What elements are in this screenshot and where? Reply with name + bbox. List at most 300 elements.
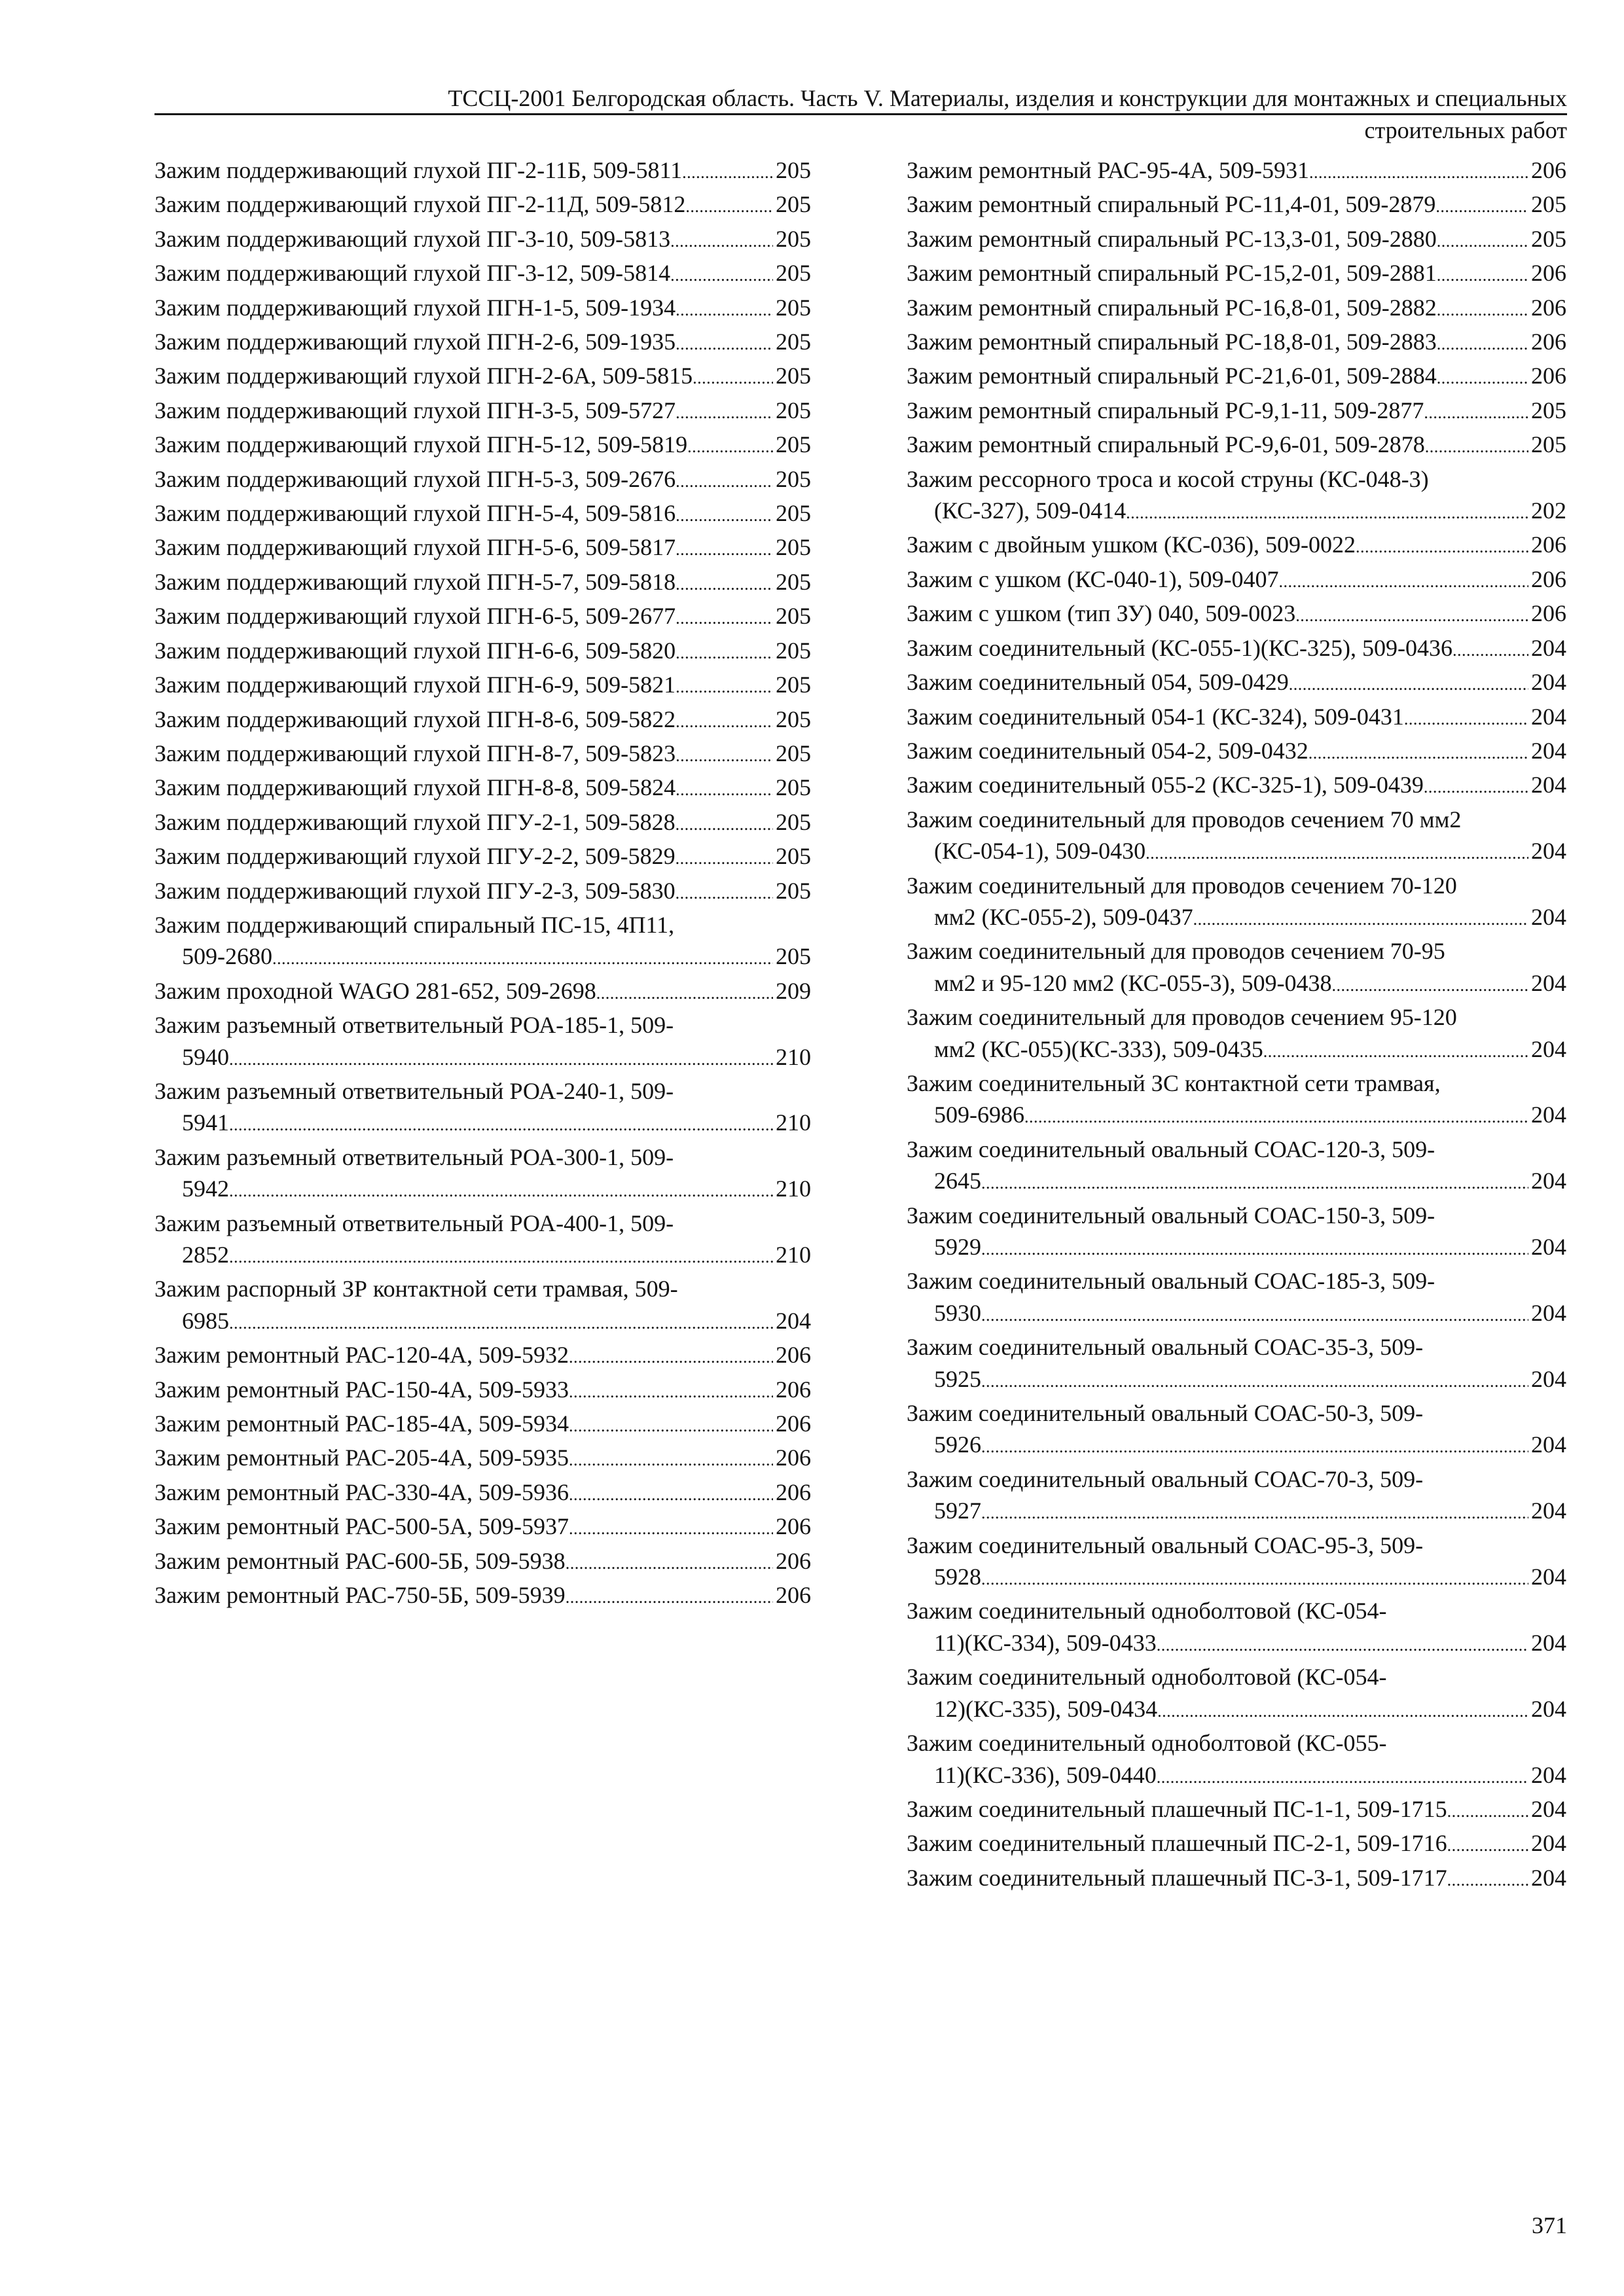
entry-continuation: мм2 и 95-120 мм2 (КС-055-3), 509-0438 xyxy=(934,969,1332,996)
entry-line xyxy=(154,1208,811,1239)
entry-title: Зажим рессорного троса и косой струны (КС-048-3) xyxy=(907,465,1429,492)
entry-line xyxy=(154,188,811,223)
entry-page-number: 204 xyxy=(1531,838,1566,865)
entry-line xyxy=(907,935,1566,967)
entry-page-number: 205 xyxy=(776,943,811,970)
dot-leader xyxy=(981,1429,1528,1463)
entry-page-number: 206 xyxy=(776,1479,811,1505)
entry-page-number: 204 xyxy=(1531,1864,1566,1891)
entry-title: Зажим соединительный для проводов сечением 70 мм2 xyxy=(907,806,1462,833)
dot-leader xyxy=(1435,188,1528,223)
entry-title: Зажим поддерживающий глухой ПГ-3-10, 509-5813 xyxy=(154,225,671,252)
entry-continuation: 12)(КС-335), 509-0434 xyxy=(934,1695,1158,1722)
entry-title: Зажим поддерживающий глухой ПГН-5-6, 509-5817 xyxy=(154,534,676,561)
entry-title: Зажим соединительный 054-1 (КС-324), 509-0431 xyxy=(907,703,1404,730)
index-entry xyxy=(154,292,811,326)
entry-title: Зажим соединительный для проводов сечением 70-95 xyxy=(907,938,1445,965)
entry-page-number: 204 xyxy=(1531,1365,1566,1392)
entry-page-number: 204 xyxy=(1531,1795,1566,1822)
entry-line xyxy=(154,154,811,188)
entry-page-number: 205 xyxy=(776,260,811,287)
index-entry xyxy=(154,1141,811,1208)
dot-leader xyxy=(1331,967,1528,1001)
entry-line xyxy=(907,598,1566,632)
index-entry xyxy=(154,669,811,703)
dot-leader xyxy=(1437,223,1528,257)
entry-title: Зажим поддерживающий спиральный ПС-15, 4П11, xyxy=(154,911,675,938)
page-number: 371 xyxy=(1532,2212,1567,2238)
entry-line xyxy=(907,1001,1566,1033)
entry-line xyxy=(154,840,811,874)
entry-title: Зажим поддерживающий глухой ПГ-2-11Д, 509-5812 xyxy=(154,191,686,218)
entry-line xyxy=(154,463,811,497)
dot-leader xyxy=(229,1173,773,1207)
entry-title: Зажим соединительный овальный СОАС-70-3, 509- xyxy=(907,1465,1424,1492)
entry-line xyxy=(154,1442,811,1476)
entry-line xyxy=(907,292,1566,326)
dot-leader xyxy=(981,1231,1528,1265)
entry-page-number: 206 xyxy=(776,1342,811,1369)
entry-title: Зажим соединительный одноболтовой (КС-055- xyxy=(907,1730,1387,1757)
entry-title: Зажим поддерживающий глухой ПГН-6-9, 509-5821 xyxy=(154,672,676,698)
dot-leader xyxy=(1278,564,1528,598)
index-entry xyxy=(907,598,1566,632)
entry-page-number: 206 xyxy=(1531,260,1566,287)
entry-line xyxy=(907,1397,1566,1429)
entry-line xyxy=(907,1200,1566,1231)
entry-page-number: 205 xyxy=(776,706,811,732)
entry-title: Зажим поддерживающий глухой ПГН-8-8, 509-5824 xyxy=(154,774,676,801)
entry-page-number: 204 xyxy=(1531,772,1566,798)
entry-page-number: 204 xyxy=(1531,669,1566,696)
entry-page-number: 206 xyxy=(1531,363,1566,389)
entry-line xyxy=(907,429,1566,463)
entry-page-number: 210 xyxy=(776,1242,811,1268)
index-entry xyxy=(154,1208,811,1274)
entry-title: Зажим соединительный плашечный ПС-2-1, 509-1716 xyxy=(907,1830,1447,1857)
entry-line xyxy=(907,835,1566,869)
entry-page-number: 206 xyxy=(776,1410,811,1437)
entry-title: Зажим ремонтный спиральный РС-18,8-01, 509-2883 xyxy=(907,329,1437,355)
dot-leader xyxy=(1453,632,1528,666)
entry-page-number: 205 xyxy=(1531,225,1566,252)
index-entry xyxy=(907,1530,1566,1596)
entry-title: Зажим ремонтный спиральный РС-21,6-01, 509-2884 xyxy=(907,363,1437,389)
dot-leader xyxy=(676,738,773,772)
entry-title: Зажим поддерживающий глухой ПГН-8-7, 509-5823 xyxy=(154,740,676,766)
dot-leader xyxy=(569,1477,773,1511)
index-entry xyxy=(907,188,1566,223)
entry-continuation: 11)(КС-336), 509-0440 xyxy=(934,1761,1157,1788)
dot-leader xyxy=(1424,395,1528,429)
entry-title: Зажим ремонтный РАС-750-5Б, 509-5939 xyxy=(154,1582,566,1609)
index-entry xyxy=(907,429,1566,463)
entry-page-number: 202 xyxy=(1531,497,1566,524)
index-entry xyxy=(907,1265,1566,1331)
dot-leader xyxy=(569,1374,773,1408)
entry-title: Зажим поддерживающий глухой ПГН-8-6, 509-5822 xyxy=(154,706,676,732)
entry-page-number: 204 xyxy=(1531,903,1566,930)
entry-line xyxy=(907,1495,1566,1529)
index-entry xyxy=(907,154,1566,188)
dot-leader xyxy=(676,497,773,531)
dot-leader xyxy=(272,941,773,975)
dot-leader xyxy=(596,975,773,1009)
index-entry xyxy=(907,223,1566,257)
index-column-right xyxy=(907,154,1566,1896)
entry-line xyxy=(154,600,811,634)
entry-title: Зажим соединительный овальный СОАС-150-3, 509- xyxy=(907,1202,1435,1229)
dot-leader xyxy=(1424,769,1528,803)
entry-line xyxy=(907,1463,1566,1495)
entry-title: Зажим ремонтный спиральный РС-13,3-01, 509-2880 xyxy=(907,225,1437,252)
entry-line xyxy=(907,1099,1566,1133)
entry-title: Зажим разъемный ответвительный РОА-300-1, 509- xyxy=(154,1143,674,1170)
entry-line xyxy=(154,1041,811,1075)
entry-continuation: 2852 xyxy=(182,1242,229,1268)
entry-line xyxy=(154,1273,811,1304)
entry-line xyxy=(154,1511,811,1545)
index-entry xyxy=(907,1862,1566,1896)
entry-page-number: 205 xyxy=(776,465,811,492)
entry-page-number: 205 xyxy=(1531,431,1566,458)
entry-page-number: 204 xyxy=(1531,1299,1566,1326)
index-entry xyxy=(907,666,1566,700)
entry-continuation: 509-6986 xyxy=(934,1102,1024,1128)
entry-page-number: 204 xyxy=(1531,1234,1566,1260)
index-entry xyxy=(154,566,811,600)
index-entry xyxy=(154,531,811,565)
index-entry xyxy=(154,1339,811,1373)
index-entry xyxy=(907,360,1566,394)
dot-leader xyxy=(566,1579,773,1613)
entry-title: Зажим поддерживающий глухой ПГН-5-4, 509-5816 xyxy=(154,500,676,527)
index-entry xyxy=(154,360,811,394)
entry-title: Зажим соединительный (КС-055-1)(КС-325), 509-0436 xyxy=(907,634,1453,661)
dot-leader xyxy=(1447,1827,1528,1861)
entry-title: Зажим ремонтный РАС-500-5А, 509-5937 xyxy=(154,1513,569,1540)
entry-line xyxy=(154,941,811,975)
entry-page-number: 205 xyxy=(776,157,811,183)
entry-line xyxy=(907,1067,1566,1099)
entry-page-number: 204 xyxy=(1531,737,1566,764)
entry-continuation: 5926 xyxy=(934,1431,981,1458)
entry-line xyxy=(907,1793,1566,1827)
entry-line xyxy=(907,463,1566,495)
dot-leader xyxy=(981,1561,1528,1595)
entry-title: Зажим поддерживающий глухой ПГУ-2-2, 509-5829 xyxy=(154,843,676,870)
entry-continuation: 5925 xyxy=(934,1365,981,1392)
index-entry xyxy=(154,1009,811,1075)
entry-title: Зажим соединительный овальный СОАС-185-3, 509- xyxy=(907,1268,1435,1295)
entry-line xyxy=(907,1265,1566,1297)
entry-title: Зажим поддерживающий глухой ПГН-5-7, 509-5818 xyxy=(154,568,676,595)
dot-leader xyxy=(1289,666,1528,700)
entry-line xyxy=(907,1759,1566,1793)
index-entry xyxy=(154,1273,811,1339)
entry-title: Зажим ремонтный РАС-205-4А, 509-5935 xyxy=(154,1444,569,1471)
entry-title: Зажим соединительный 054, 509-0429 xyxy=(907,669,1289,696)
entry-page-number: 205 xyxy=(776,397,811,423)
dot-leader xyxy=(1404,701,1528,735)
entry-line xyxy=(907,1727,1566,1759)
entry-title: Зажим поддерживающий глухой ПГУ-2-1, 509-5828 xyxy=(154,808,676,835)
entry-continuation: 5940 xyxy=(182,1043,229,1070)
entry-page-number: 206 xyxy=(1531,565,1566,592)
dot-leader xyxy=(1126,495,1528,529)
entry-page-number: 210 xyxy=(776,1043,811,1070)
entry-title: Зажим поддерживающий глухой ПГН-2-6А, 509-5815 xyxy=(154,363,693,389)
entry-page-number: 206 xyxy=(776,1376,811,1403)
entry-title: Зажим разъемный ответвительный РОА-240-1, 509- xyxy=(154,1077,674,1104)
entry-line xyxy=(907,870,1566,901)
entry-title: Зажим соединительный для проводов сечением 95-120 xyxy=(907,1004,1457,1031)
entry-line xyxy=(907,395,1566,429)
entry-title: Зажим поддерживающий глухой ПГН-2-6, 509-1935 xyxy=(154,329,676,355)
index-entry xyxy=(154,223,811,257)
entry-line xyxy=(907,1231,1566,1265)
dot-leader xyxy=(1263,1033,1528,1067)
entry-title: Зажим поддерживающий глухой ПГ-2-11Б, 509-5811 xyxy=(154,157,683,183)
entry-line xyxy=(154,1374,811,1408)
entry-page-number: 205 xyxy=(776,843,811,870)
entry-line xyxy=(907,564,1566,598)
dot-leader xyxy=(1309,154,1528,188)
entry-line xyxy=(907,1033,1566,1067)
entry-title: Зажим ремонтный РАС-120-4А, 509-5932 xyxy=(154,1342,569,1369)
entry-page-number: 205 xyxy=(776,534,811,561)
entry-line xyxy=(907,1693,1566,1727)
entry-line xyxy=(154,257,811,291)
index-entry xyxy=(154,1374,811,1408)
entry-line xyxy=(154,1579,811,1613)
entry-page-number: 204 xyxy=(1531,634,1566,661)
index-entry xyxy=(154,975,811,1009)
dot-leader xyxy=(566,1545,773,1579)
entry-line xyxy=(907,701,1566,735)
entry-title: Зажим разъемный ответвительный РОА-400-1, 509- xyxy=(154,1210,674,1236)
entry-line xyxy=(154,975,811,1009)
entry-title: Зажим ремонтный РАС-330-4А, 509-5936 xyxy=(154,1479,569,1505)
entry-page-number: 204 xyxy=(1531,1035,1566,1062)
dot-leader xyxy=(229,1305,773,1339)
dot-leader xyxy=(1356,529,1528,563)
index-entry xyxy=(907,1463,1566,1530)
index-entry xyxy=(907,1067,1566,1134)
entry-page-number: 204 xyxy=(776,1307,811,1334)
index-entry xyxy=(907,1134,1566,1200)
entry-line xyxy=(907,326,1566,360)
header-title: ТССЦ-2001 Белгородская область. Часть V. Материалы, изделия и конструкции для монтажных и специальных xyxy=(448,85,1567,111)
running-header xyxy=(154,84,1567,115)
entry-line xyxy=(154,1141,811,1173)
entry-title: Зажим соединительный овальный СОАС-50-3, 509- xyxy=(907,1400,1424,1427)
entry-continuation: 11)(КС-334), 509-0433 xyxy=(934,1629,1157,1656)
index-entry xyxy=(907,463,1566,529)
entry-line xyxy=(907,360,1566,394)
index-entry xyxy=(154,909,811,975)
entry-title: Зажим ремонтный спиральный РС-9,6-01, 509-2878 xyxy=(907,431,1425,458)
entry-line xyxy=(154,875,811,909)
entry-title: Зажим ремонтный РАС-600-5Б, 509-5938 xyxy=(154,1547,566,1574)
dot-leader xyxy=(676,875,773,909)
index-entry xyxy=(154,429,811,463)
index-entry xyxy=(907,701,1566,735)
entry-page-number: 205 xyxy=(776,774,811,801)
entry-page-number: 205 xyxy=(776,500,811,527)
entry-line xyxy=(907,188,1566,223)
dot-leader xyxy=(676,704,773,738)
dot-leader xyxy=(676,669,773,703)
dot-leader xyxy=(1157,1759,1528,1793)
dot-leader xyxy=(676,531,773,565)
entry-line xyxy=(154,669,811,703)
entry-page-number: 205 xyxy=(1531,191,1566,218)
entry-title: Зажим распорный ЗР контактной сети трамвая, 509- xyxy=(154,1276,678,1302)
entry-page-number: 209 xyxy=(776,977,811,1004)
entry-line xyxy=(907,1297,1566,1331)
entry-title: Зажим соединительный для проводов сечением 70-120 xyxy=(907,872,1457,899)
entry-title: Зажим поддерживающий глухой ПГ-3-12, 509-5814 xyxy=(154,260,671,287)
entry-title: Зажим соединительный плашечный ПС-1-1, 509-1715 xyxy=(907,1795,1447,1822)
entry-page-number: 206 xyxy=(1531,294,1566,321)
entry-line xyxy=(907,223,1566,257)
entry-title: Зажим поддерживающий глухой ПГН-5-12, 509-5819 xyxy=(154,431,688,458)
entry-title: Зажим поддерживающий глухой ПГН-5-3, 509-2676 xyxy=(154,465,676,492)
entry-line xyxy=(907,735,1566,769)
entry-title: Зажим соединительный одноболтовой (КС-054- xyxy=(907,1664,1387,1691)
entry-title: Зажим ремонтный РАС-185-4А, 509-5934 xyxy=(154,1410,569,1437)
entry-line xyxy=(907,1661,1566,1693)
index-entry xyxy=(907,1595,1566,1661)
entry-title: Зажим соединительный овальный СОАС-35-3, 509- xyxy=(907,1334,1424,1361)
entry-line xyxy=(154,1477,811,1511)
entry-title: Зажим поддерживающий глухой ПГН-6-6, 509-5820 xyxy=(154,637,676,664)
index-entry xyxy=(154,772,811,806)
entry-title: Зажим ремонтный РАС-150-4А, 509-5933 xyxy=(154,1376,569,1403)
entry-line xyxy=(154,531,811,565)
dot-leader xyxy=(676,326,773,360)
entry-page-number: 204 xyxy=(1531,969,1566,996)
entry-page-number: 205 xyxy=(776,294,811,321)
dot-leader xyxy=(569,1442,773,1476)
entry-page-number: 206 xyxy=(1531,329,1566,355)
entry-line xyxy=(154,292,811,326)
dot-leader xyxy=(676,806,773,840)
index-entry xyxy=(154,875,811,909)
entry-page-number: 204 xyxy=(1531,1761,1566,1788)
entry-page-number: 206 xyxy=(1531,157,1566,183)
entry-line xyxy=(154,395,811,429)
entry-continuation: (КС-054-1), 509-0430 xyxy=(934,838,1146,865)
dot-leader xyxy=(569,1511,773,1545)
entry-line xyxy=(907,1363,1566,1397)
index-entry xyxy=(154,1511,811,1545)
entry-continuation: 6985 xyxy=(182,1307,229,1334)
entry-page-number: 204 xyxy=(1531,1830,1566,1857)
entry-title: Зажим соединительный 054-2, 509-0432 xyxy=(907,737,1308,764)
entry-line xyxy=(907,632,1566,666)
entry-page-number: 206 xyxy=(776,1582,811,1609)
index-entry xyxy=(154,806,811,840)
entry-page-number: 205 xyxy=(776,329,811,355)
dot-leader xyxy=(1447,1862,1528,1896)
index-entry xyxy=(907,1727,1566,1793)
entry-title: Зажим ремонтный РАС-95-4А, 509-5931 xyxy=(907,157,1310,183)
entry-title: Зажим поддерживающий глухой ПГУ-2-3, 509-5830 xyxy=(154,877,676,904)
entry-page-number: 205 xyxy=(776,808,811,835)
entry-line xyxy=(154,1305,811,1339)
entry-line xyxy=(154,429,811,463)
index-entry xyxy=(154,497,811,531)
entry-line xyxy=(907,1429,1566,1463)
entry-line xyxy=(154,772,811,806)
index-entry xyxy=(154,1545,811,1579)
entry-title: Зажим ремонтный спиральный РС-9,1-11, 509-2877 xyxy=(907,397,1424,423)
entry-line xyxy=(907,1530,1566,1561)
entry-continuation: 509-2680 xyxy=(182,943,272,970)
entry-line xyxy=(154,497,811,531)
dot-leader xyxy=(687,429,773,463)
entry-line xyxy=(154,326,811,360)
dot-leader xyxy=(981,1363,1528,1397)
entry-page-number: 204 xyxy=(1531,1564,1566,1590)
entry-line xyxy=(907,804,1566,835)
entry-line xyxy=(154,806,811,840)
dot-leader xyxy=(670,223,773,257)
dot-leader xyxy=(676,635,773,669)
dot-leader xyxy=(676,840,773,874)
index-entry xyxy=(907,1793,1566,1827)
entry-title: Зажим соединительный плашечный ПС-3-1, 509-1717 xyxy=(907,1864,1447,1891)
entry-page-number: 205 xyxy=(776,603,811,630)
index-entry xyxy=(154,257,811,291)
entry-line xyxy=(907,1627,1566,1661)
entry-continuation: 5929 xyxy=(934,1234,981,1260)
index-entry xyxy=(154,326,811,360)
index-entry xyxy=(154,463,811,497)
entry-title: Зажим соединительный одноболтовой (КС-054- xyxy=(907,1598,1387,1624)
dot-leader xyxy=(1295,598,1528,632)
entry-page-number: 205 xyxy=(776,637,811,664)
index-entry xyxy=(154,738,811,772)
entry-title: Зажим поддерживающий глухой ПГН-3-5, 509-5727 xyxy=(154,397,676,423)
entry-title: Зажим поддерживающий глухой ПГН-6-5, 509-2677 xyxy=(154,603,676,630)
entry-continuation: мм2 (КС-055-2), 509-0437 xyxy=(934,903,1193,930)
entry-line xyxy=(907,257,1566,291)
entry-page-number: 205 xyxy=(776,740,811,766)
entry-line xyxy=(907,1561,1566,1595)
entry-page-number: 204 xyxy=(1531,1168,1566,1194)
header-subtitle: строительных работ xyxy=(1364,117,1567,143)
index-entry xyxy=(907,632,1566,666)
dot-leader xyxy=(676,292,773,326)
entry-line xyxy=(907,1862,1566,1896)
entry-line xyxy=(907,1827,1566,1861)
index-entry xyxy=(154,635,811,669)
index-entry xyxy=(154,840,811,874)
entry-page-number: 204 xyxy=(1531,1629,1566,1656)
entry-line xyxy=(154,635,811,669)
index-entry xyxy=(907,564,1566,598)
entry-page-number: 205 xyxy=(776,363,811,389)
entry-line xyxy=(907,1165,1566,1199)
index-entry xyxy=(907,735,1566,769)
dot-leader xyxy=(1157,1693,1528,1727)
entry-page-number: 206 xyxy=(776,1547,811,1574)
entry-page-number: 205 xyxy=(776,225,811,252)
entry-title: Зажим соединительный овальный СОАС-95-3, 509- xyxy=(907,1532,1424,1558)
